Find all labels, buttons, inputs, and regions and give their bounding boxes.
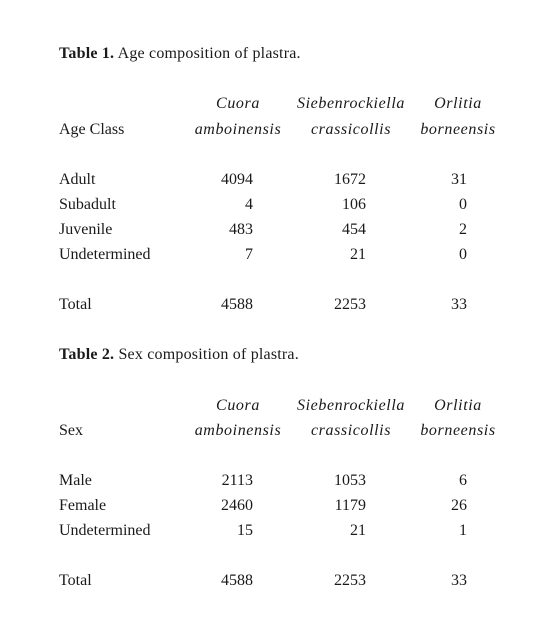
table-1-col-header-cuora-line2: amboinensis (194, 121, 282, 138)
total-value: 2253 (334, 572, 366, 589)
table-2-col-header-siebenrockiella-line1: Siebenrockiella (297, 397, 405, 414)
cell-value: 21 (350, 522, 366, 539)
cell-value: 2460 (221, 497, 253, 514)
table-2-col-header-siebenrockiella-line2: crassicollis (310, 422, 392, 439)
cell-value: 2 (459, 221, 467, 238)
cell-value: 2113 (221, 472, 253, 489)
table-1-caption (59, 45, 301, 63)
table-1-col-header-siebenrockiella-line2: crassicollis (310, 121, 392, 138)
table-1-row-header: Age Class (59, 121, 125, 138)
cell-value: 483 (229, 221, 253, 238)
table-2-caption-text: Sex composition of plastra. (118, 346, 299, 363)
table-2-col-header-cuora-line1: Cuora (216, 397, 260, 414)
cell-value: 106 (342, 196, 366, 213)
row-label: Undetermined (59, 246, 151, 263)
table-1-col-header-orlitia-line1: Orlitia (434, 95, 482, 112)
total-value: 2253 (334, 296, 366, 313)
table-1-label: Table 1. (59, 45, 115, 62)
cell-value: 7 (245, 246, 253, 263)
cell-value: 26 (451, 497, 467, 514)
cell-value: 4094 (221, 171, 253, 188)
table-1-col-header-siebenrockiella-line1: Siebenrockiella (297, 95, 405, 112)
cell-value: 1053 (334, 472, 366, 489)
total-value: 4588 (221, 572, 253, 589)
table-2-label: Table 2. (59, 346, 115, 363)
total-value: 33 (451, 572, 467, 589)
row-label: Female (59, 497, 107, 514)
total-value: 4588 (221, 296, 253, 313)
cell-value: 454 (342, 221, 366, 238)
cell-value: 31 (451, 171, 467, 188)
table-1-caption-text: Age composition of plastra. (117, 45, 301, 62)
total-label: Total (59, 572, 92, 589)
row-label: Adult (59, 171, 96, 188)
cell-value: 4 (245, 196, 253, 213)
table-2-col-header-orlitia-line1: Orlitia (434, 397, 482, 414)
table-1-col-header-orlitia-line2: borneensis (420, 121, 496, 138)
table-2-caption (59, 346, 299, 364)
table-2-col-header-cuora-line2: amboinensis (194, 422, 282, 439)
table-2-row-header: Sex (59, 422, 83, 439)
cell-value: 0 (459, 246, 467, 263)
cell-value: 1179 (334, 497, 366, 514)
row-label: Male (59, 472, 92, 489)
total-value: 33 (451, 296, 467, 313)
row-label: Subadult (59, 196, 116, 213)
cell-value: 6 (459, 472, 467, 489)
cell-value: 1672 (334, 171, 366, 188)
cell-value: 21 (350, 246, 366, 263)
row-label: Undetermined (59, 522, 151, 539)
cell-value: 1 (459, 522, 467, 539)
table-2-col-header-orlitia-line2: borneensis (420, 422, 496, 439)
table-1-col-header-cuora-line1: Cuora (216, 95, 260, 112)
total-label: Total (59, 296, 92, 313)
cell-value: 15 (237, 522, 253, 539)
cell-value: 0 (459, 196, 467, 213)
row-label: Juvenile (59, 221, 113, 238)
